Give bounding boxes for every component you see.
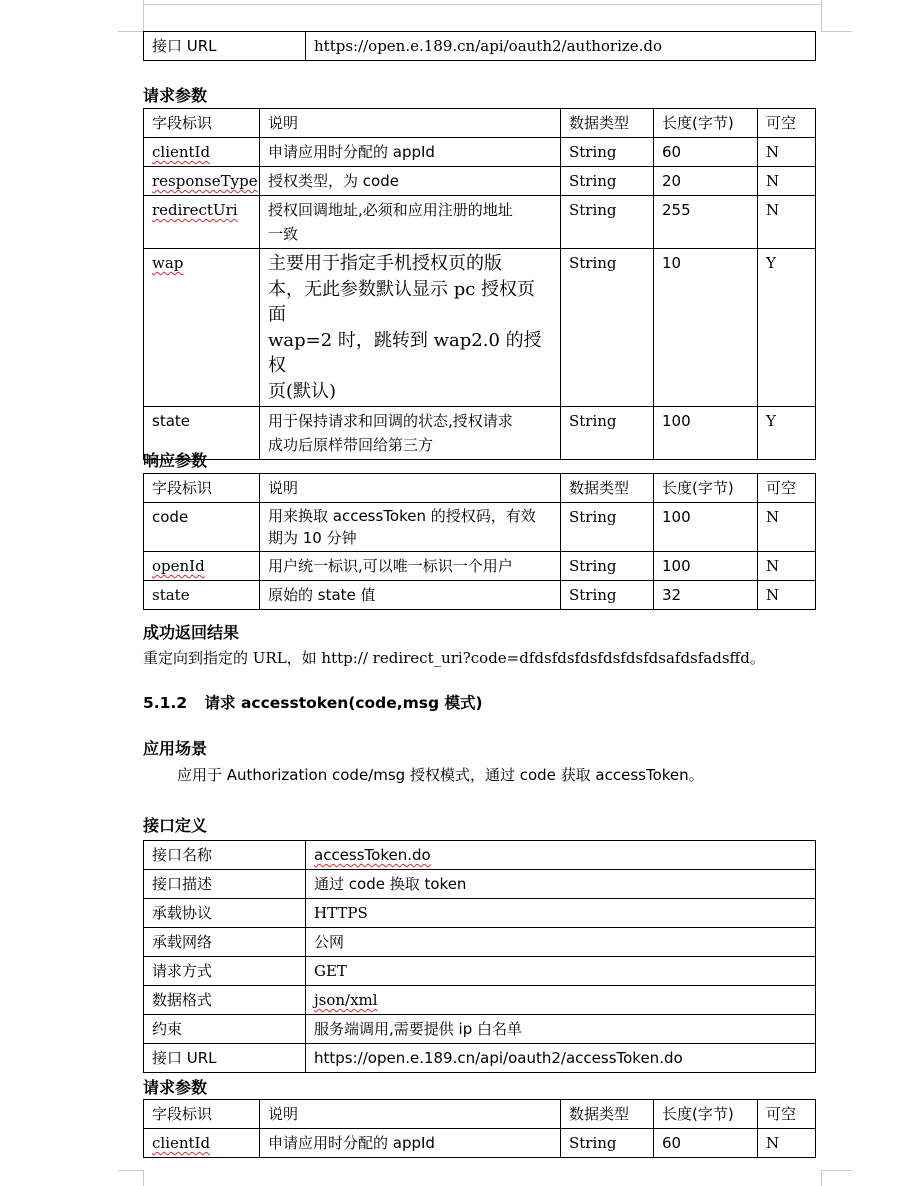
field-description: 授权类型，为 code (260, 167, 561, 196)
table-row (144, 870, 816, 899)
field-length: 100 (654, 503, 758, 552)
field-type: String (561, 167, 654, 196)
table-value-cell: 公网 (306, 928, 816, 957)
description-line: 用于保持请求和回调的状态,授权请求 (268, 412, 513, 430)
table-row (144, 552, 816, 581)
field-length: 32 (654, 581, 758, 610)
table-row (144, 986, 816, 1015)
response-params-table (143, 473, 816, 610)
table-row (144, 899, 816, 928)
column-header: 可空 (758, 1100, 816, 1129)
field-name: wap (152, 254, 184, 272)
field-name: clientId (152, 1134, 211, 1152)
request-params-heading: 请求参数 (143, 86, 208, 105)
field-name: clientId (152, 143, 211, 161)
table-value-cell: https://open.e.189.cn/api/oauth2/authorize.do (306, 32, 816, 61)
success-result-heading: 成功返回结果 (143, 623, 240, 642)
field-nullable: N (758, 196, 816, 249)
field-nullable: N (758, 1129, 816, 1158)
column-header: 数据类型 (561, 109, 654, 138)
table-value-cell: 通过 code 换取 token (306, 870, 816, 899)
table-label-cell: 约束 (144, 1015, 306, 1044)
field-name: state (144, 581, 260, 610)
field-type: String (561, 196, 654, 249)
column-header: 说明 (260, 1100, 561, 1129)
table-label-cell: 数据格式 (144, 986, 306, 1015)
page-corner-mark (821, 0, 852, 32)
field-length: 10 (654, 249, 758, 407)
table-row (144, 1044, 816, 1073)
scenario-text: 应用于 Authorization code/msg 授权模式，通过 code 获取 accessToken。 (177, 766, 704, 784)
field-description: 用户统一标识,可以唯一标识一个用户 (260, 552, 561, 581)
field-length: 60 (654, 138, 758, 167)
description-line: 期为 10 分钟 (268, 529, 357, 547)
table-row (144, 249, 816, 407)
column-header: 说明 (260, 109, 561, 138)
table-label-cell: 接口描述 (144, 870, 306, 899)
field-type: String (561, 552, 654, 581)
table-value-cell: 服务端调用,需要提供 ip 白名单 (306, 1015, 816, 1044)
field-nullable: N (758, 552, 816, 581)
request-params-table (143, 108, 816, 460)
table-row (144, 1129, 816, 1158)
column-header: 数据类型 (561, 474, 654, 503)
column-header: 长度(字节) (654, 109, 758, 138)
description-line: 成功后原样带回给第三方 (268, 436, 434, 454)
table-label-cell: 承载网络 (144, 928, 306, 957)
table-row (144, 503, 816, 552)
column-header: 长度(字节) (654, 474, 758, 503)
field-description (260, 407, 561, 460)
authorize-url-table (143, 31, 816, 61)
field-name: code (144, 503, 260, 552)
field-nullable: Y (758, 407, 816, 460)
section-heading (143, 692, 483, 714)
table-value-cell: https://open.e.189.cn/api/oauth2/accessToken.do (306, 1044, 816, 1073)
field-type: String (561, 503, 654, 552)
page-corner-mark (821, 1170, 852, 1186)
field-name: openId (152, 557, 205, 575)
page-corner-mark (118, 0, 144, 32)
section-number: 5.1.2 (143, 694, 188, 712)
field-name: state (144, 407, 260, 460)
table-label-cell: 接口名称 (144, 841, 306, 870)
column-header: 说明 (260, 474, 561, 503)
field-type: String (561, 581, 654, 610)
success-result-text: 重定向到指定的 URL，如 http:// redirect_uri?code=dfdsfdsfdsfdsfdsfdsafdsfadsffd。 (143, 649, 765, 667)
table-label-cell: 请求方式 (144, 957, 306, 986)
table-row (144, 407, 816, 460)
table-value-cell: accessToken.do (314, 846, 431, 864)
column-header: 数据类型 (561, 1100, 654, 1129)
description-line: 页(默认) (268, 380, 337, 402)
section-title: 请求 accesstoken(code,msg 模式) (204, 694, 483, 712)
table-label-cell: 承载协议 (144, 899, 306, 928)
request-params-table (143, 1099, 816, 1158)
field-nullable: N (758, 138, 816, 167)
response-params-heading: 响应参数 (143, 451, 208, 470)
field-nullable: N (758, 503, 816, 552)
description-line: 用来换取 accessToken 的授权码，有效 (268, 507, 536, 525)
field-type: String (561, 1129, 654, 1158)
column-header: 字段标识 (144, 109, 260, 138)
table-header-row (144, 109, 816, 138)
field-length: 20 (654, 167, 758, 196)
field-description: 原始的 state 值 (260, 581, 561, 610)
request-params-heading: 请求参数 (143, 1078, 208, 1097)
table-value-cell: GET (306, 957, 816, 986)
field-length: 60 (654, 1129, 758, 1158)
description-line: 主要用于指定手机授权页的版 (268, 253, 502, 274)
field-length: 255 (654, 196, 758, 249)
table-header-row (144, 474, 816, 503)
field-description (260, 249, 561, 407)
table-row (144, 167, 816, 196)
field-description (260, 196, 561, 249)
column-header: 字段标识 (144, 1100, 260, 1129)
table-row (144, 928, 816, 957)
table-row (144, 957, 816, 986)
description-line: wap=2 时，跳转到 wap2.0 的授权 (268, 329, 542, 376)
table-row (144, 841, 816, 870)
description-line: 本，无此参数默认显示 pc 授权页 (268, 278, 536, 300)
scenario-heading: 应用场景 (143, 739, 208, 758)
interface-def-table (143, 840, 816, 1073)
field-type: String (561, 138, 654, 167)
field-length: 100 (654, 552, 758, 581)
field-type: String (561, 249, 654, 407)
table-row (144, 196, 816, 249)
field-description (260, 503, 561, 552)
field-nullable: Y (758, 249, 816, 407)
field-name: responseType (152, 172, 258, 190)
field-name: redirectUri (152, 201, 238, 219)
table-label-cell: 接口 URL (144, 1044, 306, 1073)
page-top-line (143, 4, 821, 5)
column-header: 字段标识 (144, 474, 260, 503)
description-line: 面 (268, 304, 286, 325)
table-header-row (144, 1100, 816, 1129)
field-description: 申请应用时分配的 appId (260, 138, 561, 167)
description-line: 一致 (268, 225, 299, 243)
column-header: 长度(字节) (654, 1100, 758, 1129)
column-header: 可空 (758, 109, 816, 138)
field-type: String (561, 407, 654, 460)
table-value-cell: HTTPS (306, 899, 816, 928)
field-nullable: N (758, 581, 816, 610)
description-line: 授权回调地址,必须和应用注册的地址 (268, 201, 513, 219)
field-description: 申请应用时分配的 appId (260, 1129, 561, 1158)
table-label-cell: 接口 URL (144, 32, 306, 61)
table-value-cell: json/xml (314, 991, 378, 1009)
field-length: 100 (654, 407, 758, 460)
table-row (144, 138, 816, 167)
column-header: 可空 (758, 474, 816, 503)
table-row (144, 581, 816, 610)
table-row (144, 32, 816, 61)
page-corner-mark (118, 1170, 144, 1186)
interface-def-heading: 接口定义 (143, 816, 208, 835)
field-nullable: N (758, 167, 816, 196)
table-row (144, 1015, 816, 1044)
